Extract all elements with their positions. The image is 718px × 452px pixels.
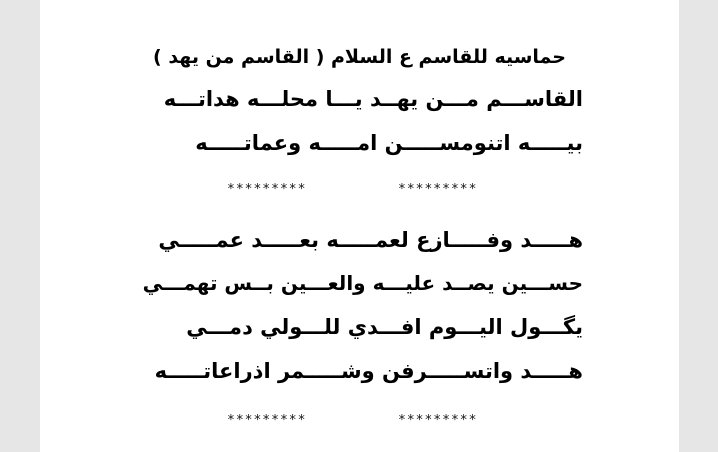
- poem-line: هـــــد وفـــــازع لعمـــــه بعـــــد عمـــــي: [158, 228, 583, 252]
- document-page: [40, 0, 679, 452]
- poem-line: القاســـم مـــن يهــد يـــا محلـــه هداتـــه: [163, 87, 583, 111]
- separator-stars-right: *********: [398, 182, 478, 197]
- separator-stars-left: *********: [227, 182, 307, 197]
- poem-title: حماسيه للقاسم ع السلام ( القاسم من يهد ): [153, 46, 566, 68]
- separator-stars-right: *********: [398, 413, 478, 428]
- separator-stars-left: *********: [227, 413, 307, 428]
- poem-line: هـــــد واتســـــرفن وشـــــمر اذراعاتـــــه: [154, 359, 583, 383]
- poem-line: بيـــــه اتنومســـــن امـــــه وعماتـــــه: [195, 131, 583, 155]
- poem-line: يگـــول اليـــوم افـــدي للـــولي دمـــي: [186, 315, 583, 339]
- poem-line: حســـين يصــد عليـــه والعـــين بــس تهمـــي: [142, 271, 583, 295]
